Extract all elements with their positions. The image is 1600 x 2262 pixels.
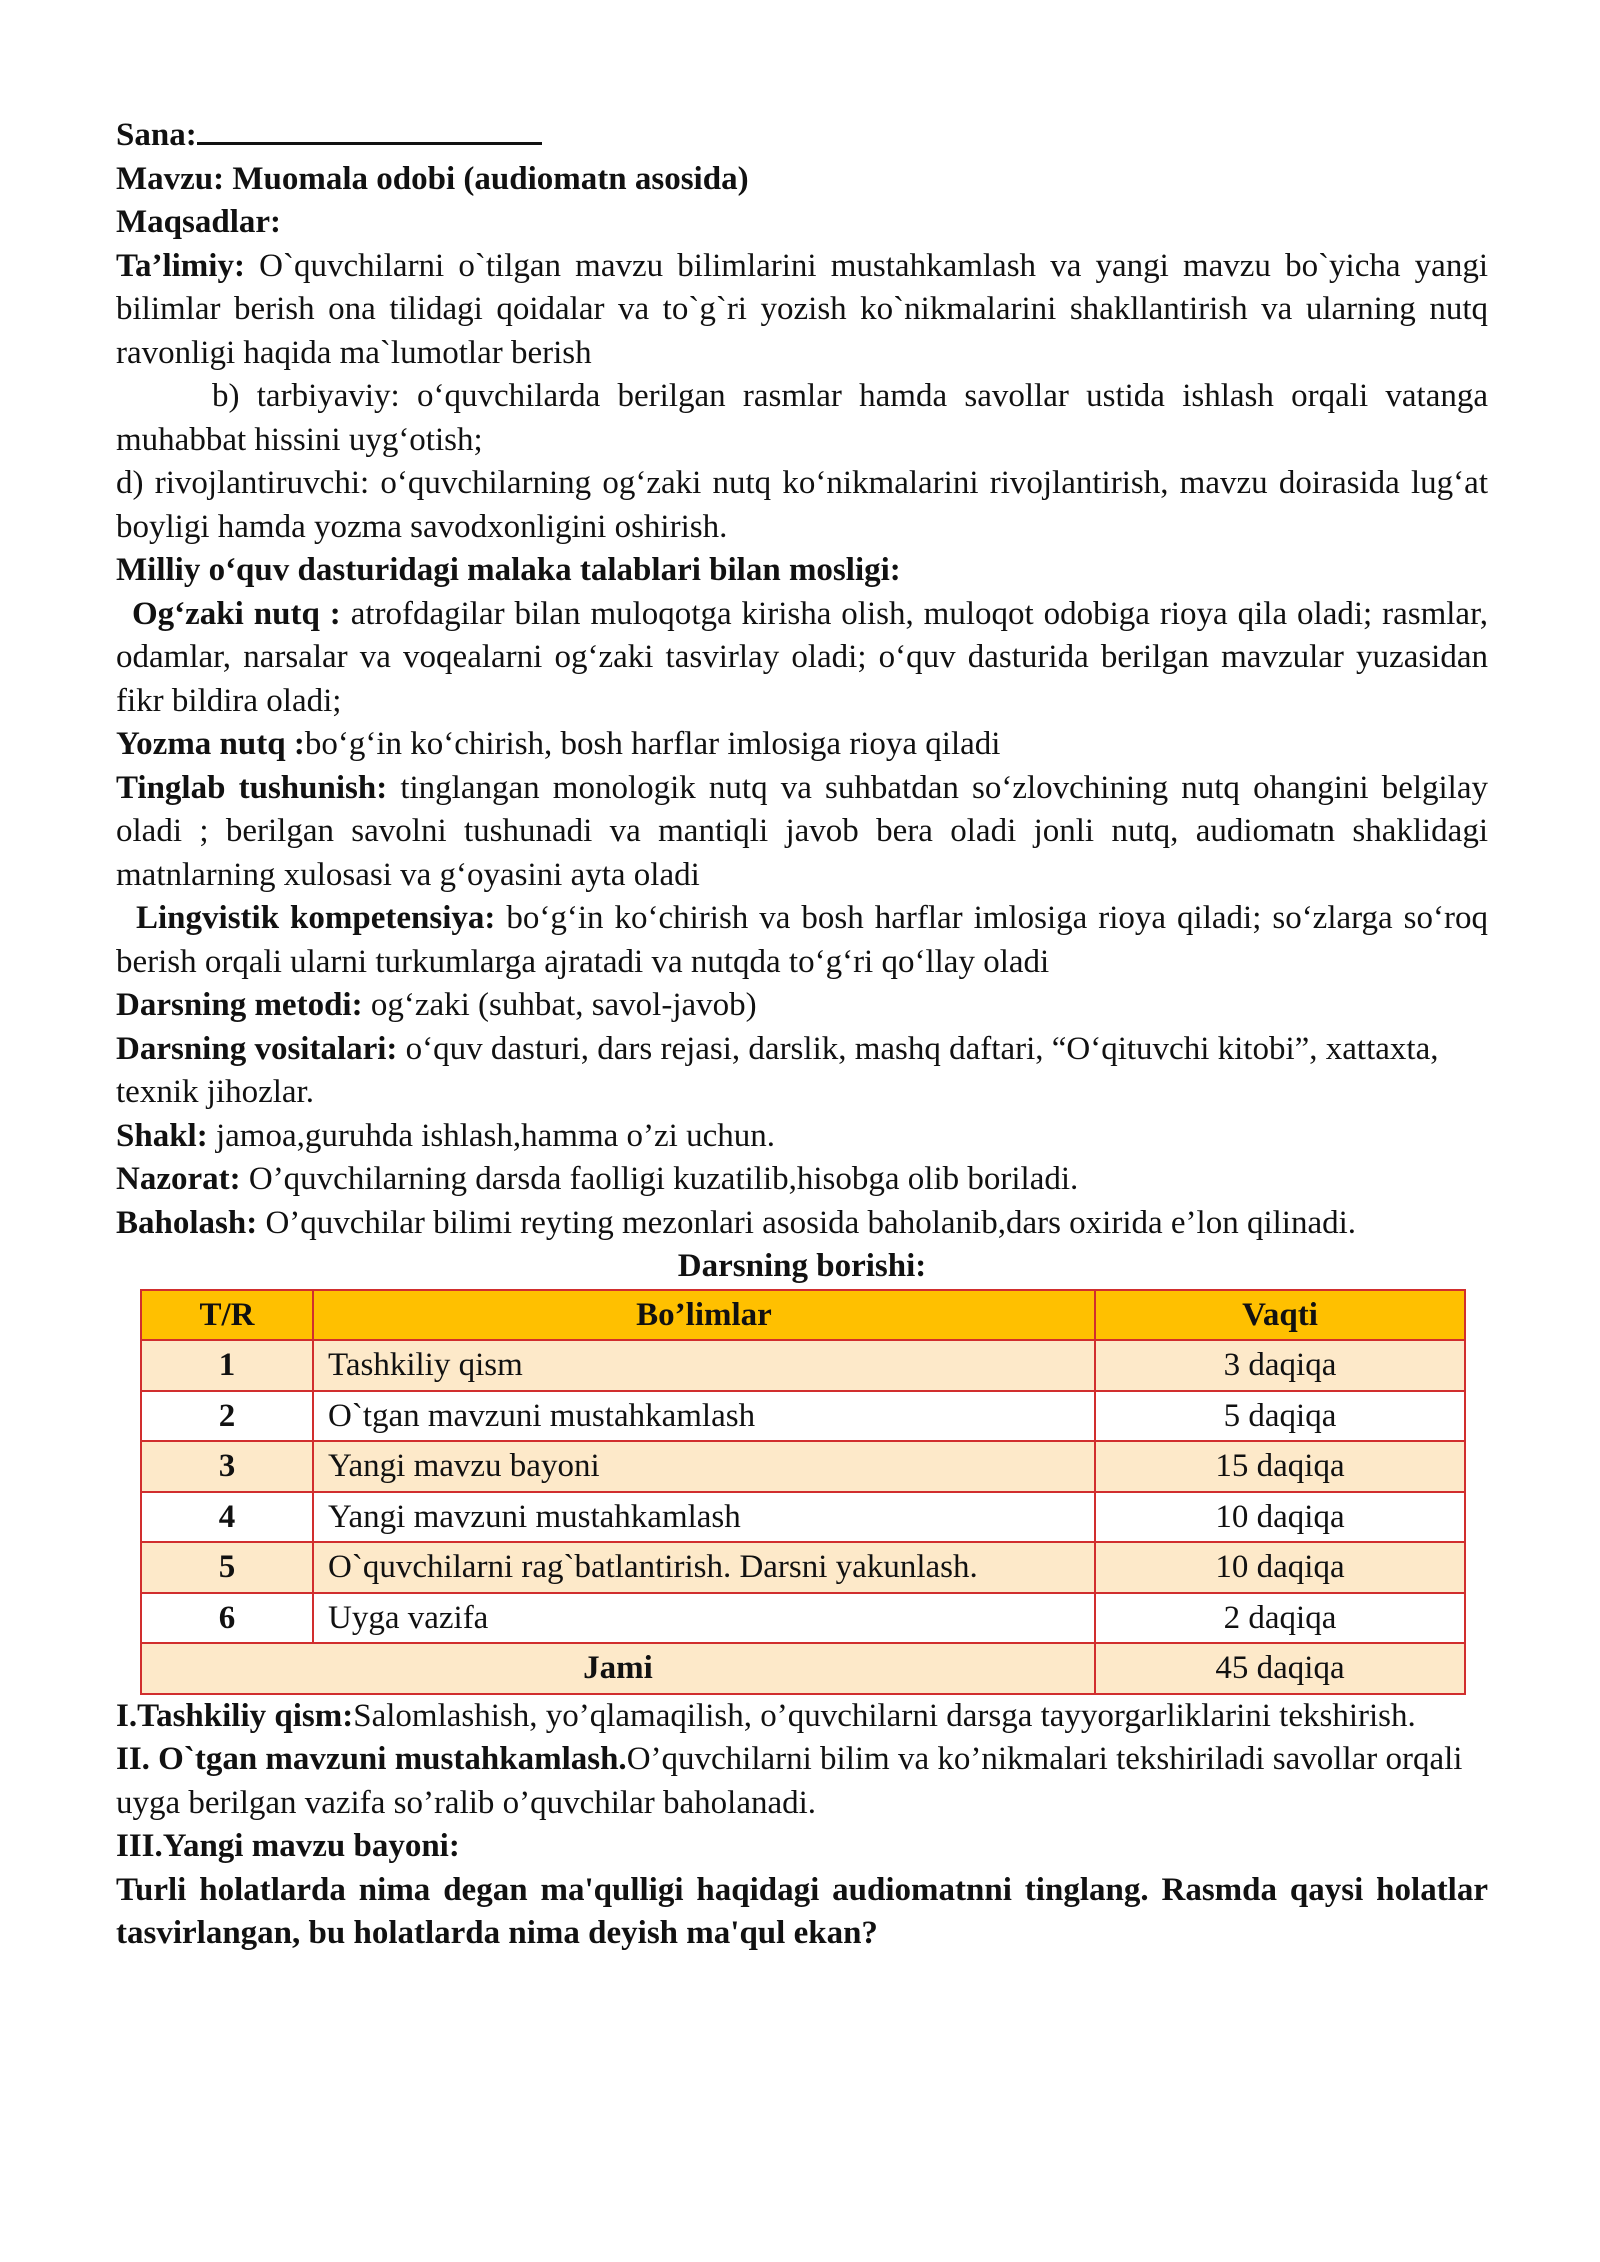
- row-num: 1: [141, 1340, 313, 1391]
- row-num: 5: [141, 1542, 313, 1593]
- row-time: 5 daqiqa: [1095, 1391, 1465, 1442]
- topic-line: [116, 158, 1488, 202]
- row-num: 2: [141, 1391, 313, 1442]
- row-time: 10 daqiqa: [1095, 1542, 1465, 1593]
- row-section: O`tgan mavzuni mustahkamlash: [313, 1391, 1095, 1442]
- lesson-tools: [116, 1028, 1488, 1115]
- standard-linguistic: [116, 897, 1488, 984]
- goal-talimiy-label: Ta’limiy:: [116, 247, 245, 284]
- lesson-grading-text: O’quvchilar bilimi reyting mezonlari asosida baholanib,dars oxirida e’lon qilinadi.: [257, 1204, 1357, 1241]
- goal-talimiy-text: O`quvchilarni o`tilgan mavzu bilimlarini mustahkamlash va yangi mavzu bo`yicha yangi bilimlar berish ona tilidagi qoidalar va to`g`ri yozish ko`nikmalarini shakllantirish va ularning nutq ravonligi haqida ma`lumotlar berish: [116, 247, 1488, 371]
- row-time: 2 daqiqa: [1095, 1593, 1465, 1644]
- row-section: Tashkiliy qism: [313, 1340, 1095, 1391]
- plan-title: Darsning borishi:: [677, 1248, 927, 1284]
- row-time: 15 daqiqa: [1095, 1441, 1465, 1492]
- row-num: 4: [141, 1492, 313, 1543]
- lesson-method-text: og‘zaki (suhbat, savol-javob): [362, 987, 757, 1023]
- stage-2: [116, 1738, 1488, 1825]
- table-row: [141, 1492, 1465, 1543]
- header-time: Vaqti: [1095, 1290, 1465, 1341]
- table-row: [141, 1441, 1465, 1492]
- standard-linguistic-text: bo‘g‘in ko‘chirish va bosh harflar imlosiga rioya qiladi; so‘zlarga so‘roq berish orqali ularni turkumlarga ajratadi va nutqda to‘g‘ri qo‘llay oladi: [116, 900, 1488, 980]
- lesson-method: [116, 984, 1488, 1028]
- topic-value: Muomala odobi (audiomatn asosida): [232, 160, 749, 197]
- goal-tarbiyaviy: b) tarbiyaviy: o‘quvchilarda berilgan rasmlar hamda savollar ustida ishlash orqali vatanga muhabbat hissini uyg‘otish;: [116, 378, 1488, 458]
- date-label: Sana:: [116, 117, 197, 153]
- stage-1: [116, 1695, 1488, 1739]
- header-num: T/R: [141, 1290, 313, 1341]
- total-label: Jami: [141, 1643, 1095, 1694]
- standard-written-text: bo‘g‘in ko‘chirish, bosh harflar imlosiga rioya qiladi: [304, 726, 1001, 762]
- lesson-form: [116, 1115, 1488, 1159]
- lesson-control: [116, 1158, 1488, 1202]
- standard-oral-text: atrofdagilar bilan muloqotga kirisha olish, muloqot odobiga rioya qila oladi; rasmlar, odamlar, narsalar va voqealarni og‘zaki tasvirlay oladi; o‘quv dasturida berilgan mavzular yuzasidan fikr bildira oladi;: [116, 595, 1488, 719]
- standard-written-label: Yozma nutq :: [116, 726, 305, 762]
- topic-label: Mavzu:: [116, 160, 225, 197]
- header-section: Bo’limlar: [313, 1290, 1095, 1341]
- goal-rivojlantiruvchi: d) rivojlantiruvchi: o‘quvchilarning og‘zaki nutq ko‘nikmalarini rivojlantirish, mavzu doirasida lug‘at boyligi hamda yozma savodxonligini oshirish.: [116, 465, 1488, 545]
- standard-listening: [116, 767, 1488, 898]
- lesson-form-text: jamoa,guruhda ishlash,hamma o’zi uchun.: [207, 1117, 775, 1154]
- row-num: 6: [141, 1593, 313, 1644]
- total-time: 45 daqiqa: [1095, 1643, 1465, 1694]
- date-line: [116, 112, 1488, 158]
- goals-heading: Maqsadlar:: [116, 204, 281, 240]
- stage-2-text: O’quvchilarni bilim va ko’nikmalari tekshiriladi savollar orqali uyga berilgan vazifa so’ralib o’quvchilar baholanadi.: [116, 1741, 1463, 1821]
- lesson-plan-document: [116, 112, 1488, 1956]
- standard-written: [116, 723, 1488, 767]
- lesson-grading: [116, 1202, 1488, 1246]
- row-section: Yangi mavzu bayoni: [313, 1441, 1095, 1492]
- stage-1-label: I.Tashkiliy qism:: [116, 1697, 354, 1734]
- table-row: [141, 1340, 1465, 1391]
- lesson-form-label: Shakl:: [116, 1117, 208, 1154]
- lesson-control-text: O’quvchilarning darsda faolligi kuzatilib,hisobga olib boriladi.: [240, 1161, 1079, 1197]
- lesson-control-label: Nazorat:: [116, 1161, 241, 1197]
- row-section: Yangi mavzuni mustahkamlash: [313, 1492, 1095, 1543]
- row-section: O`quvchilarni rag`batlantirish. Darsni yakunlash.: [313, 1542, 1095, 1593]
- goal-talimiy: [116, 245, 1488, 376]
- standard-oral: [116, 593, 1488, 724]
- table-total-row: [141, 1643, 1465, 1694]
- lesson-tools-text: o‘quv dasturi, dars rejasi, darslik, mashq daftari, “O‘qituvchi kitobi”, xattaxta, texnik jihozlar.: [116, 1030, 1439, 1110]
- lesson-grading-label: Baholash:: [116, 1204, 258, 1241]
- row-time: 10 daqiqa: [1095, 1492, 1465, 1543]
- standard-linguistic-label: Lingvistik kompetensiya:: [136, 900, 496, 936]
- row-num: 3: [141, 1441, 313, 1492]
- standard-oral-label: Og‘zaki nutq :: [132, 595, 341, 632]
- standard-listening-label: Tinglab tushunish:: [116, 769, 388, 806]
- stage-3-task: Turli holatlarda nima degan ma'qulligi haqidagi audiomatnni tinglang. Rasmda qaysi holatlar tasvirlangan, bu holatlarda nima deyish ma'qul ekan?: [116, 1871, 1488, 1951]
- table-row: [141, 1593, 1465, 1644]
- table-header-row: [141, 1290, 1465, 1341]
- standard-listening-text: tinglangan monologik nutq va suhbatdan so‘zlovchining nutq ohangini belgilay oladi ; berilgan savolni tushunadi va mantiqli javob bera oladi jonli nutq, audiomatn shaklidagi matnlarning xulosasi va g‘oyasini ayta oladi: [116, 769, 1488, 893]
- stage-3-heading: III.Yangi mavzu bayoni:: [116, 1828, 460, 1864]
- lesson-tools-label: Darsning vositalari:: [116, 1030, 398, 1067]
- row-time: 3 daqiqa: [1095, 1340, 1465, 1391]
- standards-heading: Milliy o‘quv dasturidagi malaka talablari bilan mosligi:: [116, 552, 901, 588]
- table-row: [141, 1391, 1465, 1442]
- stage-2-label: II. O`tgan mavzuni mustahkamlash.: [116, 1741, 627, 1777]
- table-row: [141, 1542, 1465, 1593]
- row-section: Uyga vazifa: [313, 1593, 1095, 1644]
- lesson-plan-table: [140, 1289, 1466, 1695]
- stage-1-text: Salomlashish, yo’qlamaqilish, o’quvchilarni darsga tayyorgarliklarini tekshirish.: [353, 1697, 1416, 1734]
- lesson-method-label: Darsning metodi:: [116, 987, 363, 1023]
- date-blank: [197, 112, 542, 145]
